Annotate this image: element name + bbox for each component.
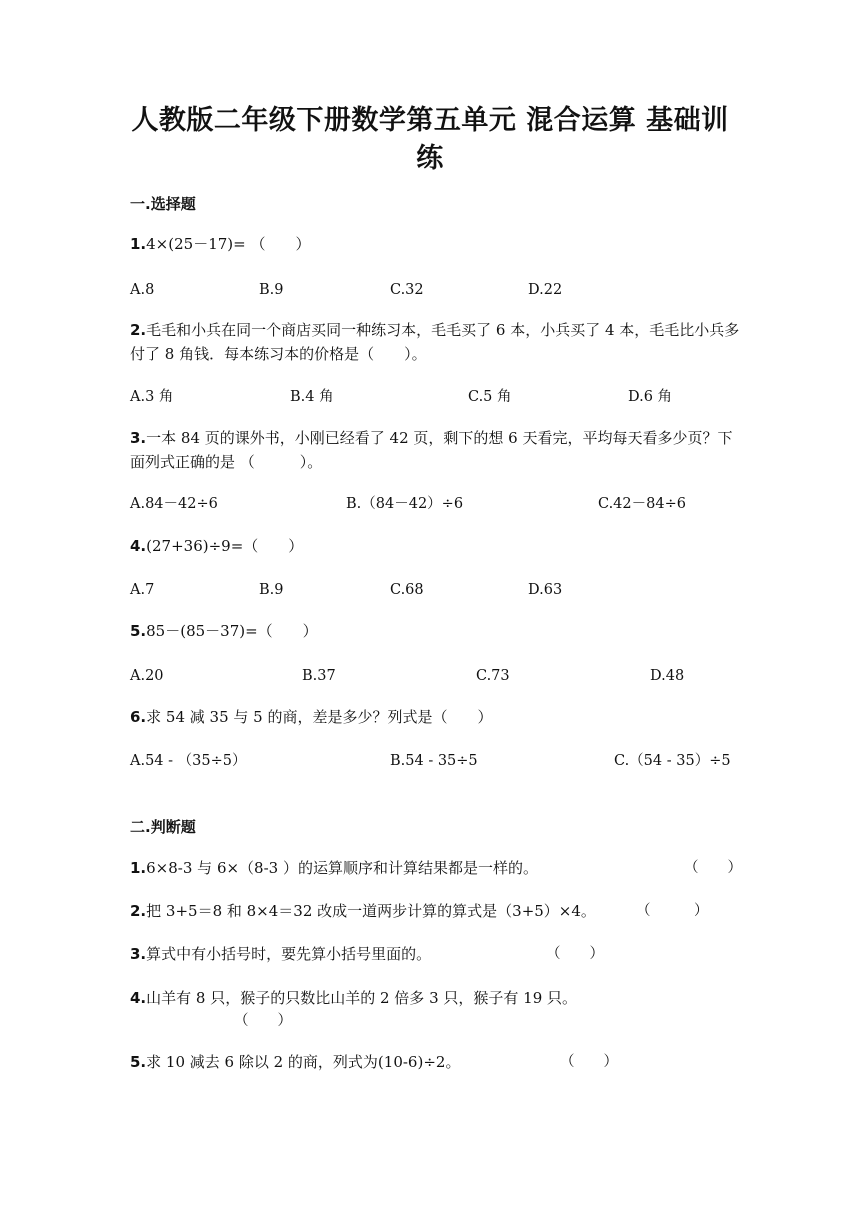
answer-bracket: （ ） [560,1054,618,1070]
section-heading-judge: 二.判断题 [130,818,196,836]
choice-question-3 [130,426,740,474]
section-heading-choice: 一.选择题 [130,195,196,213]
judge-question-5 [130,1050,740,1074]
option-b: B.（84－42）÷6 [346,496,464,512]
option-c: C.73 [476,668,510,684]
question-text: 4×(25－17)= （ ） [146,235,311,253]
question-text: 毛毛和小兵在同一个商店买同一种练习本，毛毛买了 6 本，小兵买了 4 本，毛毛比小兵多付了 8 角钱．每本练习本的价格是（ ）。 [130,321,740,363]
option-a: A.84－42÷6 [130,496,218,512]
question-number: 5. [130,1053,147,1071]
judge-question-1 [130,856,740,880]
question-text: 山羊有 8 只，猴子的只数比山羊的 2 倍多 3 只，猴子有 19 只。 [146,989,578,1007]
question-text: 求 10 减去 6 除以 2 的商，列式为(10-6)÷2。 [146,1053,461,1071]
option-c: C.68 [390,582,424,598]
option-c: C.32 [390,282,424,298]
title-line-1: 人教版二年级下册数学第五单元 混合运算 基础训 [131,105,729,136]
answer-bracket: （ ） [636,903,709,919]
answer-bracket: （ ） [234,1013,292,1029]
option-b: B.4 角 [290,389,334,405]
option-a: A.20 [130,668,164,684]
question-number: 3. [130,945,147,963]
question-number: 5. [130,622,147,640]
choice-question-6 [130,705,740,729]
question-text: (27+36)÷9=（ ） [146,537,304,555]
option-d: D.63 [528,582,563,598]
option-a: A.3 角 [130,389,174,405]
question-number: 4. [130,989,147,1007]
option-c: C.5 角 [468,389,512,405]
page-title [120,102,740,178]
option-d: D.6 角 [628,389,673,405]
option-a: A.8 [130,282,155,298]
question-number: 6. [130,708,147,726]
title-line-2: 练 [416,143,444,174]
question-number: 1. [130,859,147,877]
option-c: C.42－84÷6 [598,496,686,512]
option-d: D.22 [528,282,563,298]
option-d: D.48 [650,668,685,684]
option-b: B.54 - 35÷5 [390,753,478,769]
judge-question-4 [130,986,600,1010]
answer-bracket: （ ） [684,860,742,876]
option-a: A.54 - （35÷5） [130,753,247,769]
question-number: 2. [130,902,147,920]
choice-question-4 [130,534,740,558]
choice-question-1 [130,232,740,256]
question-text: 算式中有小括号时，要先算小括号里面的。 [146,945,432,963]
option-c: C.（54 - 35）÷5 [614,753,731,769]
question-text: 一本 84 页的课外书，小刚已经看了 42 页，剩下的想 6 天看完，平均每天看多少页？下面列式正确的是 （ ）。 [130,429,733,471]
question-text: 6×8-3 与 6×（8-3 ）的运算顺序和计算结果都是一样的。 [146,859,538,877]
question-number: 3. [130,429,147,447]
choice-question-2 [130,318,740,366]
question-text: 把 3+5＝8 和 8×4＝32 改成一道两步计算的算式是（3+5）×4。 [146,902,596,920]
question-number: 4. [130,537,147,555]
choice-question-5 [130,619,740,643]
question-text: 求 54 减 35 与 5 的商，差是多少？列式是（ ） [146,708,493,726]
judge-question-3 [130,942,740,966]
answer-bracket: （ ） [546,946,604,962]
question-number: 1. [130,235,147,253]
option-b: B.9 [259,282,284,298]
option-b: B.9 [259,582,284,598]
question-text: 85－(85－37)=（ ） [146,622,318,640]
question-number: 2. [130,321,147,339]
option-a: A.7 [130,582,155,598]
option-b: B.37 [302,668,336,684]
